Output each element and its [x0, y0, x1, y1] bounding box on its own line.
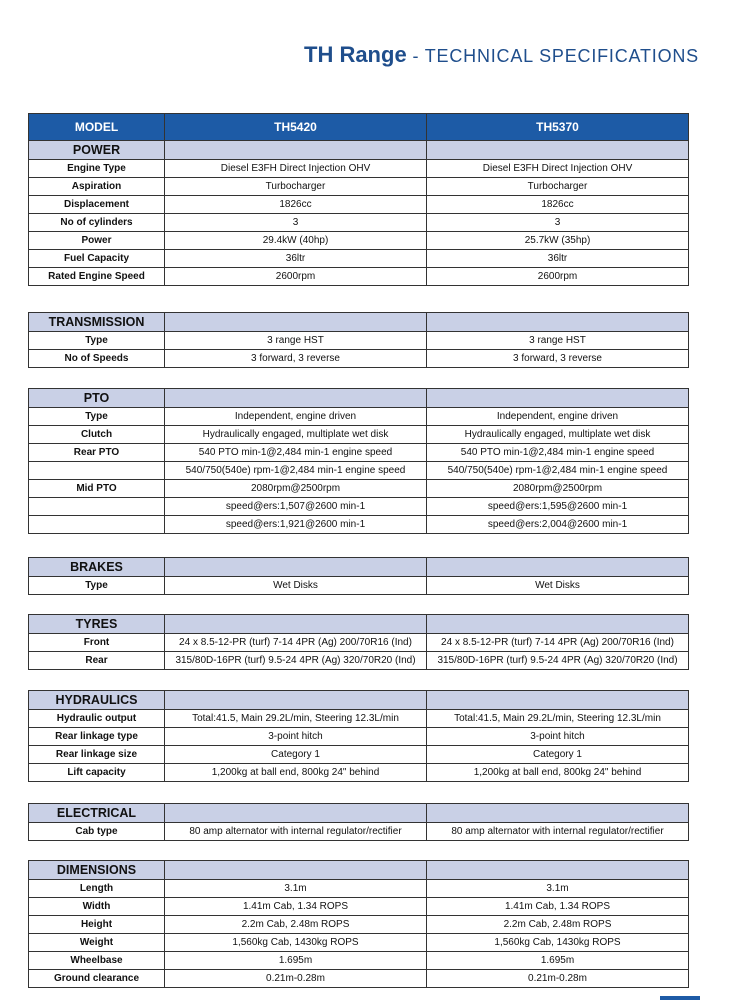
- spec-value-th5370: Turbocharger: [427, 178, 689, 196]
- spec-row: [29, 710, 689, 728]
- section-header-cell: [427, 691, 689, 710]
- spec-label: Lift capacity: [29, 764, 165, 782]
- spec-value-th5420: 36ltr: [165, 250, 427, 268]
- section-header-row: [29, 804, 689, 823]
- title-subtitle: - TECHNICAL SPECIFICATIONS: [406, 46, 699, 66]
- section-header-row: [29, 861, 689, 880]
- spec-row: [29, 764, 689, 782]
- section-header-row: [29, 141, 689, 160]
- spec-row: [29, 178, 689, 196]
- spec-label: Type: [29, 408, 165, 426]
- spec-label: Rear: [29, 652, 165, 670]
- spec-row: [29, 934, 689, 952]
- spec-value-th5370: Wet Disks: [427, 577, 689, 595]
- model-label: MODEL: [29, 114, 165, 141]
- spec-row: [29, 916, 689, 934]
- spec-label: Fuel Capacity: [29, 250, 165, 268]
- spec-value-th5420: 3-point hitch: [165, 728, 427, 746]
- spec-value-th5370: 540/750(540e) rpm-1@2,484 min-1 engine speed: [427, 462, 689, 480]
- spec-label: [29, 462, 165, 480]
- spec-label: Type: [29, 332, 165, 350]
- section-header-cell: [427, 141, 689, 160]
- spec-label: Displacement: [29, 196, 165, 214]
- spec-row: [29, 823, 689, 841]
- spec-row: [29, 250, 689, 268]
- section-header-cell: [165, 615, 427, 634]
- spec-value-th5370: 24 x 8.5-12-PR (turf) 7-14 4PR (Ag) 200/70R16 (Ind): [427, 634, 689, 652]
- spec-value-th5420: 3.1m: [165, 880, 427, 898]
- spec-value-th5420: Hydraulically engaged, multiplate wet disk: [165, 426, 427, 444]
- section-header-cell: [165, 313, 427, 332]
- spec-table-dimensions: [28, 860, 689, 988]
- section-header-row: [29, 615, 689, 634]
- spec-label: Rear linkage type: [29, 728, 165, 746]
- spec-label: [29, 516, 165, 534]
- section-title: POWER: [29, 141, 165, 160]
- spec-value-th5370: 3 forward, 3 reverse: [427, 350, 689, 368]
- section-header-cell: [427, 313, 689, 332]
- spec-label: Front: [29, 634, 165, 652]
- model-th5420: TH5420: [165, 114, 427, 141]
- spec-value-th5370: 3 range HST: [427, 332, 689, 350]
- spec-value-th5420: 3 range HST: [165, 332, 427, 350]
- spec-row: [29, 577, 689, 595]
- spec-value-th5420: Independent, engine driven: [165, 408, 427, 426]
- section-header-cell: [165, 558, 427, 577]
- spec-table-electrical: [28, 803, 689, 841]
- spec-label: Engine Type: [29, 160, 165, 178]
- spec-table-power: [28, 113, 689, 286]
- page-title: [304, 42, 699, 68]
- spec-table-pto: [28, 388, 689, 534]
- spec-value-th5420: Wet Disks: [165, 577, 427, 595]
- spec-table-tyres: [28, 614, 689, 670]
- spec-label: Rear PTO: [29, 444, 165, 462]
- spec-value-th5370: Hydraulically engaged, multiplate wet disk: [427, 426, 689, 444]
- spec-value-th5370: 3: [427, 214, 689, 232]
- spec-label: Power: [29, 232, 165, 250]
- spec-row: [29, 332, 689, 350]
- spec-label: Ground clearance: [29, 970, 165, 988]
- spec-label: Clutch: [29, 426, 165, 444]
- spec-value-th5420: Turbocharger: [165, 178, 427, 196]
- spec-value-th5420: speed@ers:1,507@2600 min-1: [165, 498, 427, 516]
- spec-value-th5370: speed@ers:2,004@2600 min-1: [427, 516, 689, 534]
- section-header-row: [29, 558, 689, 577]
- spec-row: [29, 480, 689, 498]
- spec-label: Wheelbase: [29, 952, 165, 970]
- spec-value-th5420: 2080rpm@2500rpm: [165, 480, 427, 498]
- spec-row: [29, 196, 689, 214]
- section-header-cell: [427, 558, 689, 577]
- spec-row: [29, 634, 689, 652]
- spec-value-th5370: Diesel E3FH Direct Injection OHV: [427, 160, 689, 178]
- spec-value-th5420: 80 amp alternator with internal regulator/rectifier: [165, 823, 427, 841]
- section-header-cell: [165, 804, 427, 823]
- spec-value-th5370: 1,560kg Cab, 1430kg ROPS: [427, 934, 689, 952]
- section-header-row: [29, 313, 689, 332]
- spec-label: Weight: [29, 934, 165, 952]
- spec-value-th5420: 315/80D-16PR (turf) 9.5-24 4PR (Ag) 320/70R20 (Ind): [165, 652, 427, 670]
- spec-row: [29, 880, 689, 898]
- spec-row: [29, 426, 689, 444]
- spec-value-th5420: 0.21m-0.28m: [165, 970, 427, 988]
- title-range: TH Range: [304, 42, 407, 67]
- section-header-cell: [165, 389, 427, 408]
- spec-value-th5370: 36ltr: [427, 250, 689, 268]
- spec-row: [29, 898, 689, 916]
- spec-value-th5420: 2600rpm: [165, 268, 427, 286]
- spec-label: Aspiration: [29, 178, 165, 196]
- spec-label: Mid PTO: [29, 480, 165, 498]
- section-title: PTO: [29, 389, 165, 408]
- section-title: TYRES: [29, 615, 165, 634]
- spec-table-brakes: [28, 557, 689, 595]
- spec-value-th5420: speed@ers:1,921@2600 min-1: [165, 516, 427, 534]
- spec-label: Width: [29, 898, 165, 916]
- section-header-cell: [165, 691, 427, 710]
- spec-row: [29, 214, 689, 232]
- spec-value-th5370: 1.695m: [427, 952, 689, 970]
- spec-value-th5420: 3: [165, 214, 427, 232]
- section-title: TRANSMISSION: [29, 313, 165, 332]
- spec-table-hydraulics: [28, 690, 689, 782]
- spec-label: Type: [29, 577, 165, 595]
- spec-row: [29, 652, 689, 670]
- spec-label: Hydraulic output: [29, 710, 165, 728]
- section-header-cell: [165, 861, 427, 880]
- spec-label: Cab type: [29, 823, 165, 841]
- spec-value-th5370: 1.41m Cab, 1.34 ROPS: [427, 898, 689, 916]
- spec-row: [29, 408, 689, 426]
- spec-row: [29, 462, 689, 480]
- spec-value-th5370: 2600rpm: [427, 268, 689, 286]
- spec-value-th5370: 2.2m Cab, 2.48m ROPS: [427, 916, 689, 934]
- spec-row: [29, 970, 689, 988]
- spec-label: Length: [29, 880, 165, 898]
- spec-value-th5370: 0.21m-0.28m: [427, 970, 689, 988]
- spec-row: [29, 268, 689, 286]
- spec-row: [29, 232, 689, 250]
- spec-value-th5420: Category 1: [165, 746, 427, 764]
- spec-value-th5370: Total:41.5, Main 29.2L/min, Steering 12.3L/min: [427, 710, 689, 728]
- spec-value-th5370: 315/80D-16PR (turf) 9.5-24 4PR (Ag) 320/70R20 (Ind): [427, 652, 689, 670]
- spec-table-transmission: [28, 312, 689, 368]
- spec-value-th5370: 25.7kW (35hp): [427, 232, 689, 250]
- spec-label: No of cylinders: [29, 214, 165, 232]
- spec-value-th5370: 1,200kg at ball end, 800kg 24" behind: [427, 764, 689, 782]
- spec-value-th5370: Independent, engine driven: [427, 408, 689, 426]
- spec-label: Rear linkage size: [29, 746, 165, 764]
- spec-value-th5420: 540 PTO min-1@2,484 min-1 engine speed: [165, 444, 427, 462]
- model-header-row: [29, 114, 689, 141]
- section-header-cell: [427, 861, 689, 880]
- spec-row: [29, 952, 689, 970]
- spec-value-th5420: 24 x 8.5-12-PR (turf) 7-14 4PR (Ag) 200/70R16 (Ind): [165, 634, 427, 652]
- spec-row: [29, 350, 689, 368]
- section-title: DIMENSIONS: [29, 861, 165, 880]
- spec-row: [29, 160, 689, 178]
- section-header-cell: [427, 615, 689, 634]
- section-header-row: [29, 691, 689, 710]
- spec-value-th5420: 3 forward, 3 reverse: [165, 350, 427, 368]
- spec-row: [29, 498, 689, 516]
- spec-value-th5370: 3.1m: [427, 880, 689, 898]
- spec-value-th5370: 1826cc: [427, 196, 689, 214]
- spec-value-th5370: 540 PTO min-1@2,484 min-1 engine speed: [427, 444, 689, 462]
- spec-row: [29, 728, 689, 746]
- section-title: BRAKES: [29, 558, 165, 577]
- spec-value-th5420: Diesel E3FH Direct Injection OHV: [165, 160, 427, 178]
- spec-row: [29, 746, 689, 764]
- spec-value-th5370: 2080rpm@2500rpm: [427, 480, 689, 498]
- spec-value-th5420: 1826cc: [165, 196, 427, 214]
- footer-accent-bar: [660, 996, 700, 1000]
- spec-label: No of Speeds: [29, 350, 165, 368]
- spec-label: Rated Engine Speed: [29, 268, 165, 286]
- spec-value-th5370: 80 amp alternator with internal regulator/rectifier: [427, 823, 689, 841]
- spec-label: Height: [29, 916, 165, 934]
- spec-label: [29, 498, 165, 516]
- spec-value-th5370: speed@ers:1,595@2600 min-1: [427, 498, 689, 516]
- section-header-cell: [427, 389, 689, 408]
- spec-row: [29, 444, 689, 462]
- spec-value-th5420: Total:41.5, Main 29.2L/min, Steering 12.3L/min: [165, 710, 427, 728]
- spec-value-th5420: 1.41m Cab, 1.34 ROPS: [165, 898, 427, 916]
- section-header-row: [29, 389, 689, 408]
- section-title: ELECTRICAL: [29, 804, 165, 823]
- section-header-cell: [427, 804, 689, 823]
- spec-value-th5420: 1,560kg Cab, 1430kg ROPS: [165, 934, 427, 952]
- spec-value-th5420: 1,200kg at ball end, 800kg 24" behind: [165, 764, 427, 782]
- spec-value-th5420: 1.695m: [165, 952, 427, 970]
- section-header-cell: [165, 141, 427, 160]
- model-th5370: TH5370: [427, 114, 689, 141]
- spec-value-th5420: 29.4kW (40hp): [165, 232, 427, 250]
- spec-value-th5370: 3-point hitch: [427, 728, 689, 746]
- spec-row: [29, 516, 689, 534]
- spec-value-th5420: 2.2m Cab, 2.48m ROPS: [165, 916, 427, 934]
- spec-value-th5370: Category 1: [427, 746, 689, 764]
- spec-value-th5420: 540/750(540e) rpm-1@2,484 min-1 engine speed: [165, 462, 427, 480]
- section-title: HYDRAULICS: [29, 691, 165, 710]
